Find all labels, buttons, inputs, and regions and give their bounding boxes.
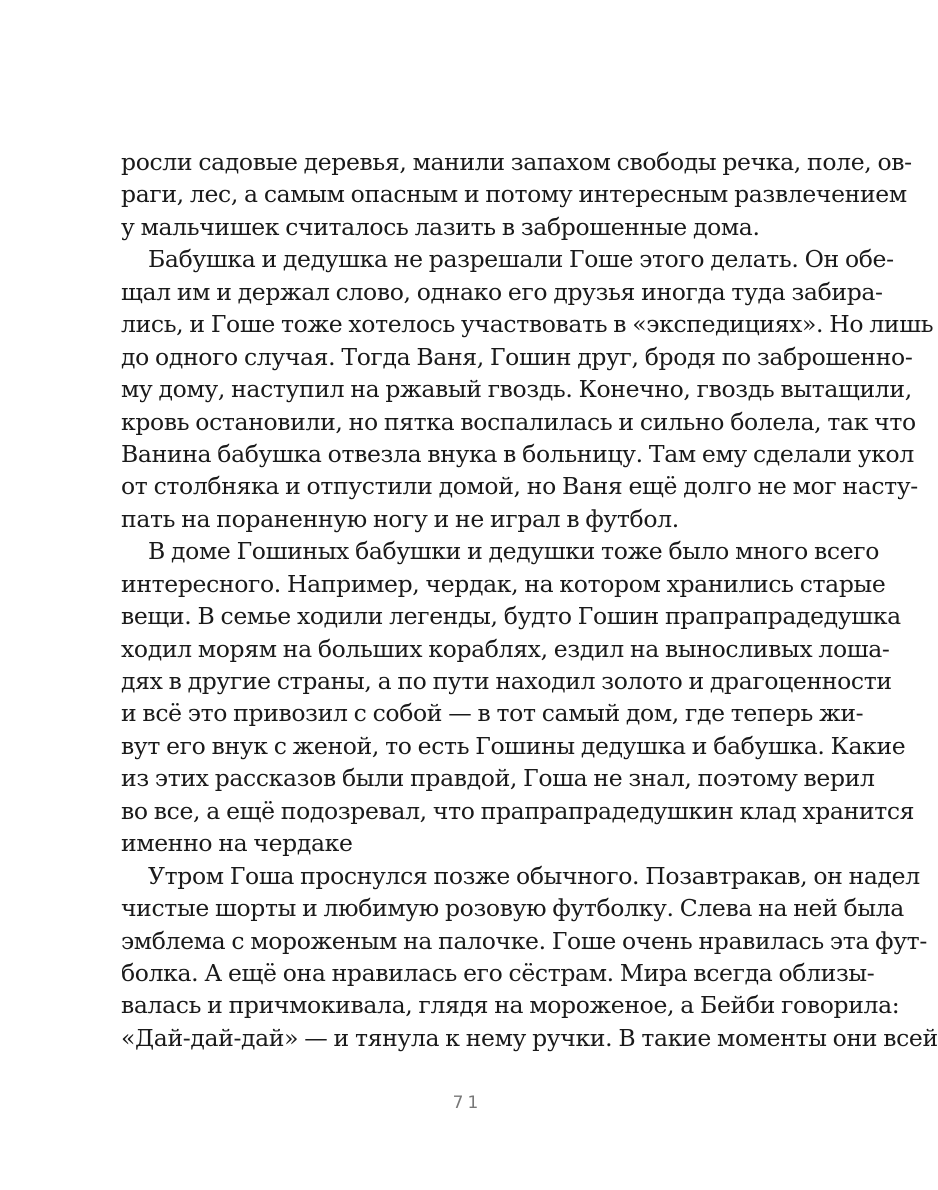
text-line: у мальчишек считалось лазить в заброшенные дома.	[121, 212, 760, 241]
text-line: эмблема с мороженым на палочке. Гоше очень нравилась эта фут-	[121, 926, 927, 955]
text-line: вут его внук с женой, то есть Гошины дедушка и бабушка. Какие	[121, 731, 906, 760]
text-line: от столбняка и отпустили домой, но Ваня ещё долго не мог насту-	[121, 472, 918, 501]
text-line: Ванина бабушка отвезла внука в больницу. Там ему сделали укол	[121, 439, 914, 468]
text-line: болка. А ещё она нравилась его сёстрам. Мира всегда облизы-	[121, 958, 875, 987]
text-line: вещи. В семье ходили легенды, будто Гошин прапрапрадедушка	[121, 602, 901, 631]
body-text	[121, 146, 938, 1054]
text-line: лись, и Гоше тоже хотелось участвовать в «экспедициях». Но лишь	[121, 310, 934, 339]
text-line: и всё это привозил с собой — в тот самый дом, где теперь жи-	[121, 699, 864, 728]
text-line: дях в другие страны, а по пути находил золото и драгоценности	[121, 667, 892, 695]
page-number: 71	[452, 1093, 483, 1113]
text-line: Утром Гоша проснулся позже обычного. Позавтракав, он надел	[148, 861, 920, 890]
text-line: Бабушка и дедушка не разрешали Гоше этого делать. Он обе-	[148, 245, 894, 274]
text-line: из этих рассказов были правдой, Гоша не знал, поэтому верил	[121, 764, 875, 793]
text-line: валась и причмокивала, глядя на мороженое, а Бейби говорила:	[121, 991, 900, 1020]
text-line: до одного случая. Тогда Ваня, Гошин друг, бродя по заброшенно-	[121, 342, 913, 371]
text-line: раги, лес, а самым опасным и потому интересным развлечением	[121, 180, 907, 209]
text-line: пать на пораненную ногу и не играл в футбол.	[121, 504, 679, 533]
paragraph	[121, 243, 934, 535]
text-line: во все, а ещё подозревал, что прапрапрадедушкин клад хранится	[121, 796, 915, 825]
text-line: кровь остановили, но пятка воспалилась и сильно болела, так что	[121, 407, 916, 436]
text-line: «Дай-дай-дай» — и тянула к нему ручки. В такие моменты они всей	[121, 1023, 938, 1052]
paragraph	[121, 535, 915, 859]
text-line: В доме Гошиных бабушки и дедушки тоже было много всего	[148, 537, 880, 566]
paragraph	[121, 860, 938, 1055]
text-line: именно на чердаке	[121, 829, 353, 858]
text-line: интересного. Например, чердак, на котором хранились старые	[121, 569, 886, 598]
text-line: росли садовые деревья, манили запахом свободы речка, поле, ов-	[121, 148, 912, 176]
text-line: чистые шорты и любимую розовую футболку. Слева на ней была	[121, 894, 904, 923]
text-line: ходил морям на больших кораблях, ездил на выносливых лоша-	[121, 634, 890, 663]
paragraph	[121, 146, 912, 243]
text-line: му дому, наступил на ржавый гвоздь. Конечно, гвоздь вытащили,	[121, 375, 912, 404]
text-line: щал им и держал слово, однако его друзья иногда туда забира-	[121, 277, 883, 306]
